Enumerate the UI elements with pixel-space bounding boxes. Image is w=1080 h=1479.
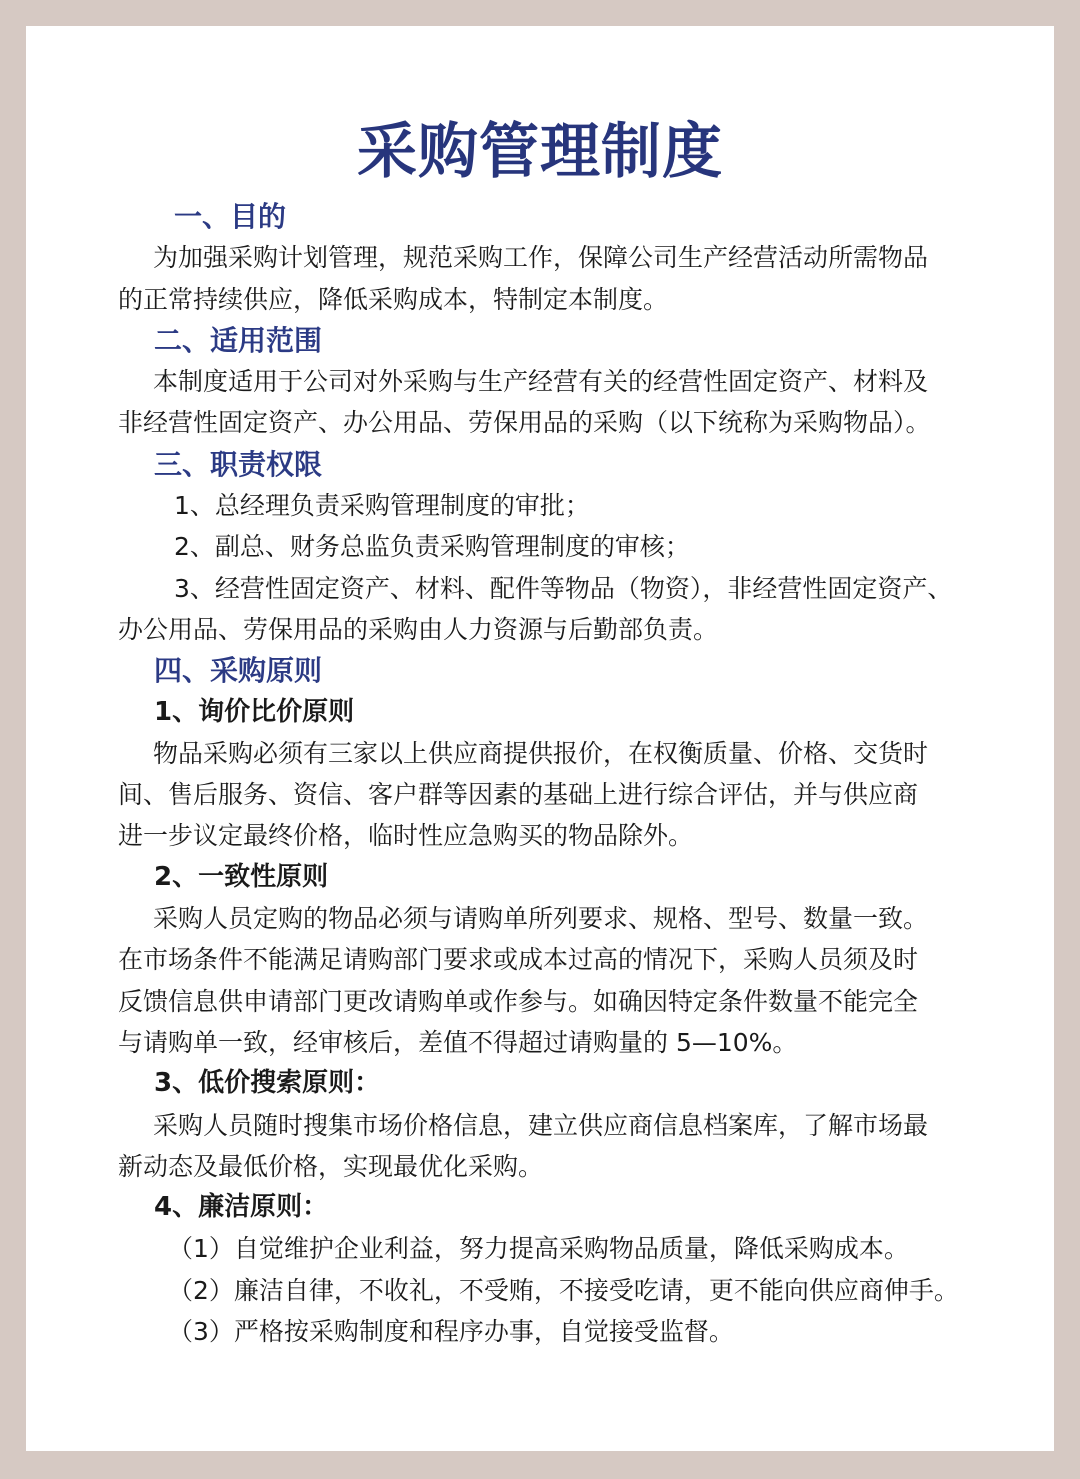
section-heading: 一、目的 [174, 200, 287, 233]
document-page [26, 26, 1054, 1451]
body-text-line: 在市场条件不能满足请购部门要求或成本过高的情况下，采购人员须及时 [118, 945, 919, 975]
subsection-heading: 2、一致性原则 [154, 861, 329, 892]
body-text-line: 办公用品、劳保用品的采购由人力资源与后勤部负责。 [118, 614, 719, 644]
body-text-line: 2、副总、财务总监负责采购管理制度的审核； [174, 532, 690, 562]
body-text-line: 为加强采购计划管理，规范采购工作，保障公司生产经营活动所需物品 [153, 243, 929, 273]
body-text-line: 采购人员定购的物品必须与请购单所列要求、规格、型号、数量一致。 [153, 904, 929, 934]
body-text-line: 采购人员随时搜集市场价格信息，建立供应商信息档案库，了解市场最 [153, 1110, 929, 1140]
body-text-line: 本制度适用于公司对外采购与生产经营有关的经营性固定资产、材料及 [153, 367, 929, 397]
subsection-heading: 1、询价比价原则 [154, 696, 355, 727]
body-text-line: 3、经营性固定资产、材料、配件等物品（物资），非经营性固定资产、 [174, 573, 953, 603]
body-text-line: 间、售后服务、资信、客户群等因素的基础上进行综合评估，并与供应商 [118, 780, 919, 810]
body-text-line: 的正常持续供应，降低采购成本，特制定本制度。 [118, 284, 669, 314]
body-text-line: 1、总经理负责采购管理制度的审批； [174, 491, 590, 521]
body-text-line: 新动态及最低价格，实现最优化采购。 [118, 1151, 544, 1181]
body-text-line: （2）廉洁自律，不收礼，不受贿，不接受吃请，更不能向供应商伸手。 [168, 1275, 959, 1305]
body-text-line: 反馈信息供申请部门更改请购单或作参与。如确因特定条件数量不能完全 [118, 986, 919, 1016]
document-title: 采购管理制度 [357, 117, 723, 187]
body-text-line: 进一步议定最终价格，临时性应急购买的物品除外。 [118, 821, 694, 851]
section-heading: 二、适用范围 [154, 323, 323, 357]
body-text-line: 物品采购必须有三家以上供应商提供报价，在权衡质量、价格、交货时 [153, 738, 929, 768]
document-body [118, 196, 968, 1352]
subsection-heading: 4、廉洁原则： [154, 1192, 329, 1223]
subsection-heading: 3、低价搜索原则： [154, 1068, 381, 1099]
body-text-line: （3）严格按采购制度和程序办事，自觉接受监督。 [168, 1317, 734, 1347]
body-text-line: （1）自觉维护企业利益，努力提高采购物品质量，降低采购成本。 [168, 1234, 909, 1264]
body-text-line: 与请购单一致，经审核后，差值不得超过请购量的 5—10%。 [118, 1027, 798, 1057]
body-text-line: 非经营性固定资产、办公用品、劳保用品的采购（以下统称为采购物品）。 [118, 408, 931, 438]
section-heading: 四、采购原则 [154, 654, 323, 688]
section-heading: 三、职责权限 [154, 447, 323, 481]
